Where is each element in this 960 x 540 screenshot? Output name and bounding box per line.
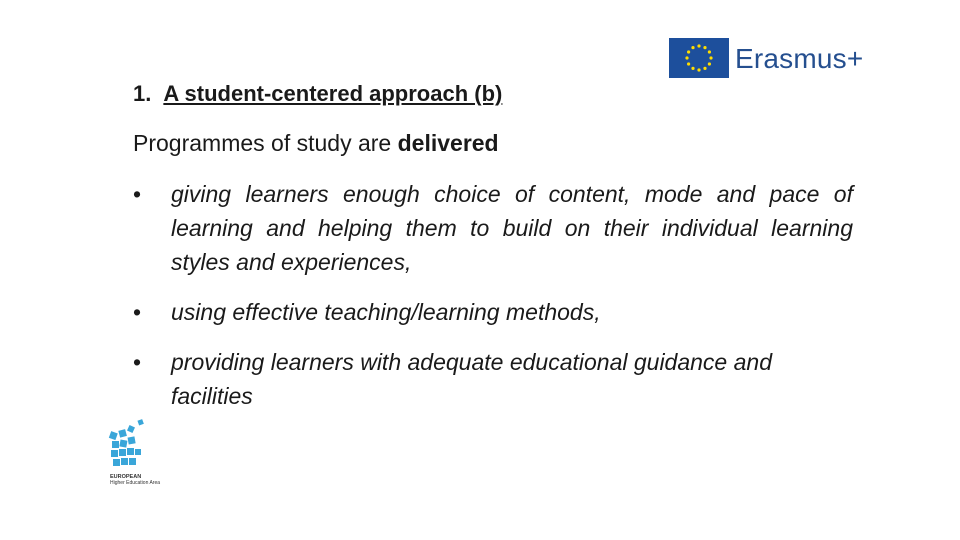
bullet-text: providing learners with adequate educational guidance and facilities <box>171 349 772 409</box>
bullet-marker: • <box>133 299 142 325</box>
bullet-item <box>133 295 853 329</box>
erasmus-logo-text: Erasmus+ <box>735 43 864 74</box>
bullet-item <box>133 177 853 279</box>
ehea-puzzle-icon <box>108 418 170 474</box>
bullet-item <box>133 345 853 413</box>
erasmus-plus-logo <box>669 38 869 82</box>
bullet-text: giving learners enough choice of content, mode and pace of learning and helping them to build on their individual learning styles and experiences, <box>171 181 853 275</box>
slide-heading <box>133 80 502 108</box>
ehea-line1: EUROPEAN <box>110 474 142 480</box>
heading-number: 1. <box>133 81 152 106</box>
intro-prefix: Programmes of study are <box>133 130 398 156</box>
ehea-line2: Higher Education Area <box>110 480 161 486</box>
bullet-marker: • <box>133 349 142 375</box>
ehea-logo <box>108 418 170 494</box>
intro-emphasis: delivered <box>397 130 499 156</box>
bullet-list <box>133 177 853 429</box>
bullet-marker: • <box>133 181 142 207</box>
intro-line <box>133 128 499 158</box>
bullet-text: using effective teaching/learning methods, <box>171 299 601 325</box>
heading-title: A student-centered approach (b) <box>163 81 503 106</box>
eu-flag-icon <box>669 38 729 78</box>
ehea-logo-text <box>110 474 160 486</box>
